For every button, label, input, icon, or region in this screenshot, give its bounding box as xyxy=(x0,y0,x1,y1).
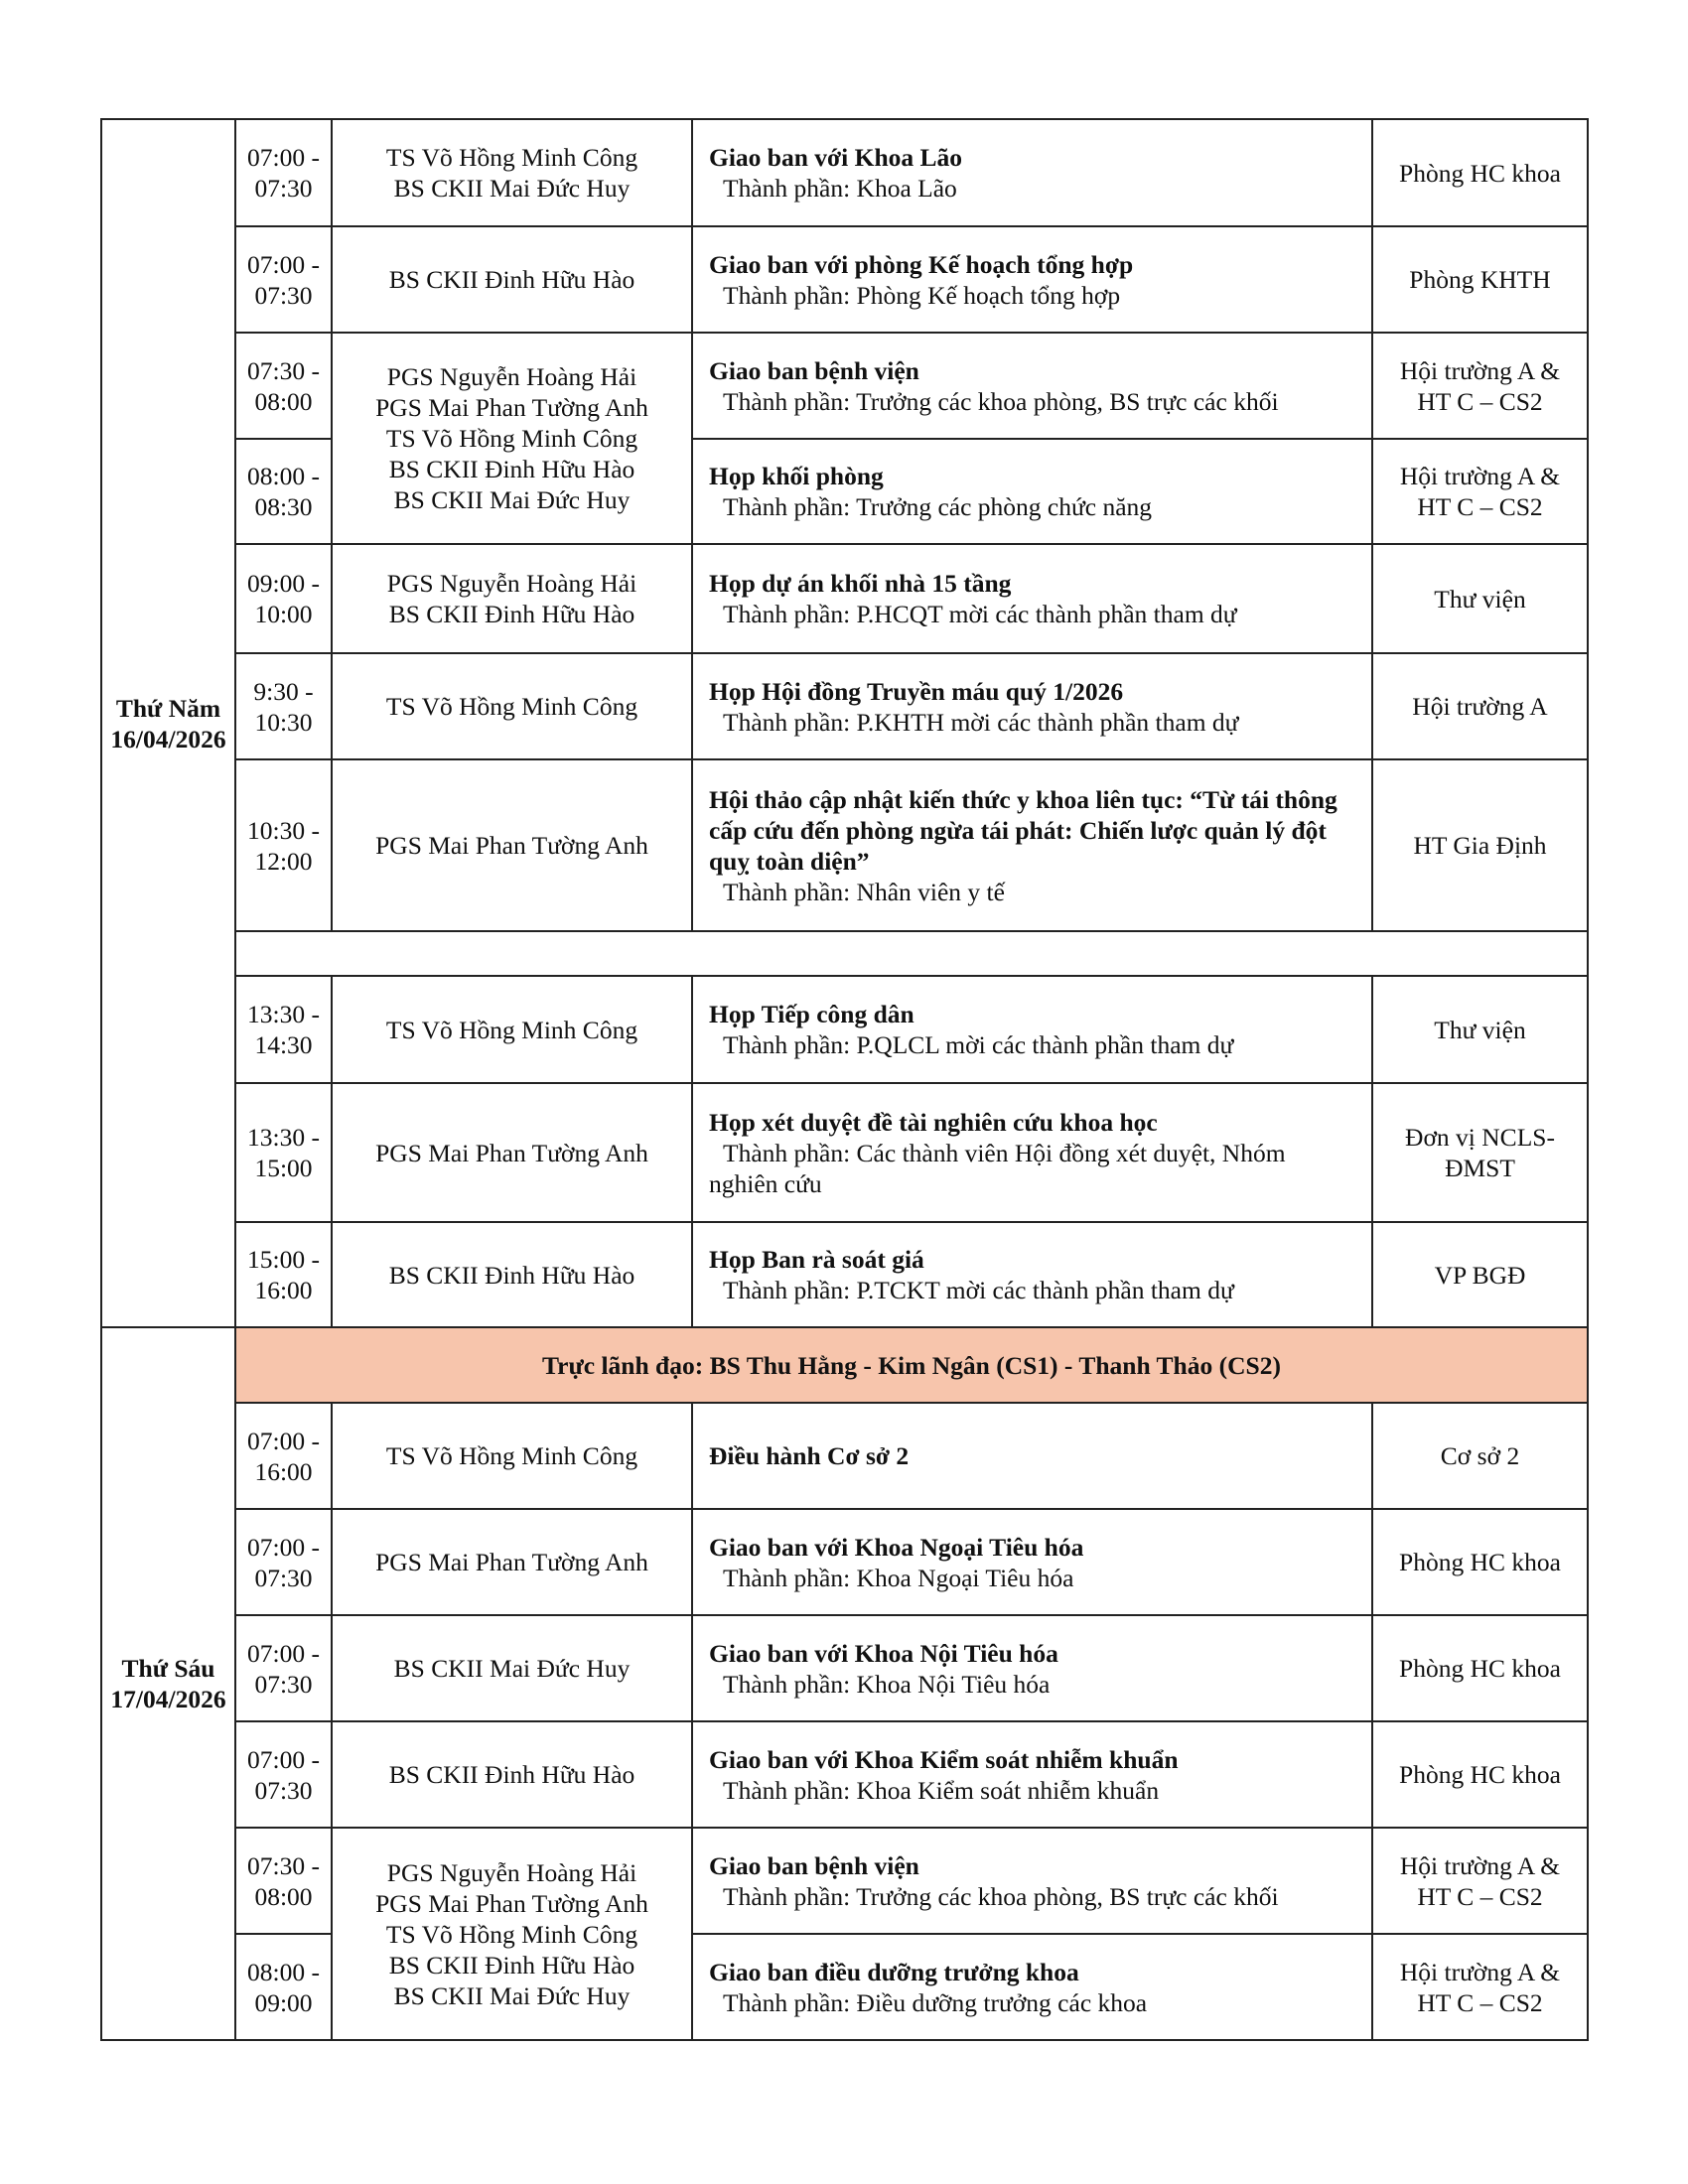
time-range: 08:30 xyxy=(254,492,313,521)
schedule-row xyxy=(101,226,1588,333)
time-range: 14:30 xyxy=(254,1030,313,1059)
time-cell xyxy=(235,226,332,333)
event-participants: Thành phần: Trưởng các phòng chức năng xyxy=(723,492,1153,521)
person-name: BS CKII Mai Đức Huy xyxy=(393,485,631,514)
location-cell xyxy=(1372,333,1588,439)
duty-banner-row xyxy=(101,1327,1588,1403)
time-range: 07:00 - xyxy=(247,1638,320,1668)
event-title: Giao ban bệnh viện xyxy=(709,355,919,385)
person-name: BS CKII Mai Đức Huy xyxy=(393,1980,631,2010)
person-name: BS CKII Đinh Hữu Hào xyxy=(388,1760,635,1789)
location-text: Hội trường A & xyxy=(1399,1850,1561,1880)
schedule-row xyxy=(101,1615,1588,1721)
event-participants: Thành phần: P.QLCL mời các thành phần tham dự xyxy=(723,1030,1234,1059)
event-title: Điều hành Cơ sở 2 xyxy=(709,1441,910,1470)
event-cell xyxy=(692,1615,1372,1721)
time-range: 15:00 - xyxy=(247,1245,320,1274)
event-participants: Thành phần: Khoa Nội Tiêu hóa xyxy=(723,1669,1051,1699)
event-cell xyxy=(692,1721,1372,1828)
time-cell xyxy=(235,1403,332,1509)
time-range: 08:00 xyxy=(254,386,313,416)
schedule-row xyxy=(101,1083,1588,1222)
time-range: 12:00 xyxy=(254,846,313,876)
time-range: 10:00 xyxy=(254,600,313,628)
time-range: 10:30 - xyxy=(247,815,320,845)
event-title: Giao ban với phòng Kế hoạch tổng hợp xyxy=(709,249,1134,279)
person-name: PGS Nguyễn Hoàng Hải xyxy=(386,1857,637,1887)
location-text: HT C – CS2 xyxy=(1417,386,1543,416)
person-name: BS CKII Đinh Hữu Hào xyxy=(388,265,635,294)
person-cell xyxy=(332,1828,692,2040)
time-cell xyxy=(235,544,332,653)
time-range: 07:30 xyxy=(254,1563,313,1592)
schedule-row xyxy=(101,333,1588,439)
time-cell xyxy=(235,1934,332,2040)
person-name: PGS Nguyễn Hoàng Hải xyxy=(386,569,637,598)
location-cell xyxy=(1372,1615,1588,1721)
event-cell xyxy=(692,1509,1372,1615)
event-title: Họp khối phòng xyxy=(709,462,884,490)
location-cell xyxy=(1372,1222,1588,1327)
event-title: Giao ban điều dưỡng trưởng khoa xyxy=(709,1957,1079,1986)
person-name: BS CKII Đinh Hữu Hào xyxy=(388,1260,635,1290)
day-date: 17/04/2026 xyxy=(110,1685,226,1713)
person-cell xyxy=(332,1403,692,1509)
event-participants: Thành phần: P.KHTH mời các thành phần tham dự xyxy=(723,707,1239,737)
schedule-row xyxy=(101,119,1588,226)
time-range: 07:00 - xyxy=(247,1426,320,1455)
location-cell xyxy=(1372,1509,1588,1615)
time-range: 07:30 xyxy=(254,280,313,310)
time-range: 07:30 xyxy=(254,1669,313,1699)
time-cell xyxy=(235,1222,332,1327)
person-cell xyxy=(332,544,692,653)
time-range: 07:30 - xyxy=(247,355,320,385)
day-date: 16/04/2026 xyxy=(110,724,226,753)
time-range: 09:00 - xyxy=(247,569,320,598)
time-range: 13:30 - xyxy=(247,1123,320,1152)
person-cell xyxy=(332,119,692,226)
event-participants: Thành phần: Các thành viên Hội đồng xét duyệt, Nhóm nghiên cứu xyxy=(709,1138,1286,1198)
time-range: 07:00 - xyxy=(247,249,320,279)
person-name: TS Võ Hồng Minh Công xyxy=(385,1441,638,1470)
event-participants: Thành phần: Trưởng các khoa phòng, BS trực các khối xyxy=(723,1881,1279,1911)
time-range: 07:30 xyxy=(254,1775,313,1805)
person-name: TS Võ Hồng Minh Công xyxy=(385,1015,638,1044)
time-range: 08:00 - xyxy=(247,462,320,490)
event-title: Giao ban với Khoa Ngoại Tiêu hóa xyxy=(709,1532,1084,1562)
location-cell xyxy=(1372,759,1588,931)
location-text: Hội trường A & xyxy=(1399,355,1561,385)
time-cell xyxy=(235,1721,332,1828)
time-range: 15:00 xyxy=(254,1154,313,1182)
location-text: HT C – CS2 xyxy=(1417,1881,1543,1911)
location-cell xyxy=(1372,544,1588,653)
event-participants: Thành phần: Khoa Kiểm soát nhiễm khuẩn xyxy=(723,1775,1160,1805)
event-cell xyxy=(692,976,1372,1083)
event-cell xyxy=(692,226,1372,333)
event-cell xyxy=(692,1222,1372,1327)
person-cell xyxy=(332,1222,692,1327)
event-cell xyxy=(692,1403,1372,1509)
day-cell-thursday xyxy=(101,119,235,1327)
location-text: Đơn vị NCLS- xyxy=(1405,1123,1555,1152)
schedule-row xyxy=(101,1828,1588,1934)
time-range: 07:30 xyxy=(254,174,313,203)
location-text: Hội trường A & xyxy=(1399,462,1561,490)
event-title: Giao ban với Khoa Kiểm soát nhiễm khuẩn xyxy=(709,1744,1179,1774)
event-participants: Thành phần: P.HCQT mời các thành phần tham dự xyxy=(723,600,1237,628)
person-cell xyxy=(332,653,692,759)
person-name: TS Võ Hồng Minh Công xyxy=(385,692,638,721)
event-title: Hội thảo cập nhật kiến thức y khoa liên tục: “Từ tái thông cấp cứu đến phòng ngừa tái phát: Chiến lược quản lý đột quỵ toàn diện” xyxy=(709,784,1337,876)
location-text: ĐMST xyxy=(1445,1154,1515,1182)
person-name: TS Võ Hồng Minh Công xyxy=(385,143,638,172)
schedule-row xyxy=(101,439,1588,544)
event-cell xyxy=(692,759,1372,931)
event-participants: Thành phần: Khoa Lão xyxy=(723,174,957,203)
day-name: Thứ Sáu xyxy=(121,1654,215,1683)
break-cell xyxy=(235,931,1588,976)
time-range: 07:30 - xyxy=(247,1850,320,1880)
person-cell xyxy=(332,1083,692,1222)
schedule-row xyxy=(101,653,1588,759)
person-name: TS Võ Hồng Minh Công xyxy=(385,1919,638,1949)
person-name: PGS Mai Phan Tường Anh xyxy=(375,1138,648,1167)
time-range: 10:30 xyxy=(254,707,313,737)
location-cell xyxy=(1372,1721,1588,1828)
location-cell xyxy=(1372,1934,1588,2040)
event-title: Họp dự án khối nhà 15 tầng xyxy=(709,569,1012,598)
time-range: 07:00 - xyxy=(247,1744,320,1774)
duty-banner: Trực lãnh đạo: BS Thu Hằng - Kim Ngân (CS1) - Thanh Thảo (CS2) xyxy=(235,1327,1588,1403)
time-range: 07:00 - xyxy=(247,143,320,172)
time-cell xyxy=(235,1083,332,1222)
location-text: Phòng HC khoa xyxy=(1399,1760,1561,1789)
person-name: BS CKII Mai Đức Huy xyxy=(393,1654,631,1683)
event-cell xyxy=(692,1934,1372,2040)
person-name: BS CKII Đinh Hữu Hào xyxy=(388,455,635,483)
person-name: BS CKII Đinh Hữu Hào xyxy=(388,600,635,628)
location-text: Thư viện xyxy=(1434,1015,1526,1044)
person-name: BS CKII Đinh Hữu Hào xyxy=(388,1950,635,1979)
location-cell xyxy=(1372,119,1588,226)
person-cell xyxy=(332,1509,692,1615)
time-cell xyxy=(235,759,332,931)
location-text: Phòng KHTH xyxy=(1409,265,1551,294)
person-name: PGS Mai Phan Tường Anh xyxy=(375,393,648,422)
schedule-row xyxy=(101,1509,1588,1615)
location-text: Hội trường A xyxy=(1412,692,1548,721)
location-text: Hội trường A & xyxy=(1399,1957,1561,1986)
location-text: VP BGĐ xyxy=(1434,1260,1526,1290)
person-name: PGS Mai Phan Tường Anh xyxy=(375,831,648,860)
event-participants: Thành phần: P.TCKT mời các thành phần tham dự xyxy=(723,1276,1234,1304)
event-cell xyxy=(692,119,1372,226)
location-text: Phòng HC khoa xyxy=(1399,1548,1561,1576)
event-title: Họp Ban rà soát giá xyxy=(709,1245,924,1274)
location-cell xyxy=(1372,1083,1588,1222)
schedule-row xyxy=(101,976,1588,1083)
event-title: Họp xét duyệt đề tài nghiên cứu khoa học xyxy=(709,1107,1158,1137)
location-text: Thư viện xyxy=(1434,584,1526,614)
location-text: Phòng HC khoa xyxy=(1399,1654,1561,1683)
time-range: 08:00 xyxy=(254,1881,313,1911)
schedule-row xyxy=(101,1934,1588,2040)
event-cell xyxy=(692,653,1372,759)
time-range: 09:00 xyxy=(254,1987,313,2017)
person-cell xyxy=(332,759,692,931)
event-participants: Thành phần: Điều dưỡng trưởng các khoa xyxy=(723,1987,1148,2017)
time-range: 08:00 - xyxy=(247,1957,320,1986)
person-cell xyxy=(332,226,692,333)
location-cell xyxy=(1372,1828,1588,1934)
time-cell xyxy=(235,439,332,544)
location-text: Phòng HC khoa xyxy=(1399,158,1561,188)
time-range: 07:00 - xyxy=(247,1532,320,1562)
location-text: Cơ sở 2 xyxy=(1440,1441,1520,1470)
time-cell xyxy=(235,976,332,1083)
event-title: Giao ban với Khoa Lão xyxy=(709,143,963,172)
time-cell xyxy=(235,333,332,439)
event-participants: Thành phần: Nhân viên y tế xyxy=(723,877,1005,906)
location-text: HT Gia Định xyxy=(1413,831,1547,860)
schedule-row xyxy=(101,759,1588,931)
time-cell xyxy=(235,653,332,759)
schedule-body xyxy=(101,119,1588,2040)
schedule-row xyxy=(101,1721,1588,1828)
location-cell xyxy=(1372,439,1588,544)
schedule-table xyxy=(100,118,1589,2041)
location-cell xyxy=(1372,226,1588,333)
time-cell xyxy=(235,119,332,226)
person-name: PGS Mai Phan Tường Anh xyxy=(375,1888,648,1918)
person-name: PGS Nguyễn Hoàng Hải xyxy=(386,362,637,391)
person-cell xyxy=(332,1721,692,1828)
event-title: Họp Hội đồng Truyền máu quý 1/2026 xyxy=(709,676,1124,706)
event-title: Giao ban với Khoa Nội Tiêu hóa xyxy=(709,1638,1058,1668)
event-participants: Thành phần: Trưởng các khoa phòng, BS trực các khối xyxy=(723,386,1279,416)
person-cell xyxy=(332,976,692,1083)
event-cell xyxy=(692,1828,1372,1934)
event-cell xyxy=(692,333,1372,439)
event-cell xyxy=(692,439,1372,544)
location-cell xyxy=(1372,1403,1588,1509)
event-cell xyxy=(692,544,1372,653)
event-title: Họp Tiếp công dân xyxy=(709,1000,914,1028)
time-cell xyxy=(235,1828,332,1934)
day-cell-friday xyxy=(101,1327,235,2040)
location-text: HT C – CS2 xyxy=(1417,1987,1543,2017)
lunch-break-row xyxy=(101,931,1588,976)
event-participants: Thành phần: Khoa Ngoại Tiêu hóa xyxy=(723,1563,1074,1592)
time-range: 16:00 xyxy=(254,1276,313,1304)
time-cell xyxy=(235,1509,332,1615)
person-name: TS Võ Hồng Minh Công xyxy=(385,424,638,453)
schedule-row xyxy=(101,1222,1588,1327)
location-cell xyxy=(1372,653,1588,759)
event-cell xyxy=(692,1083,1372,1222)
person-name: PGS Mai Phan Tường Anh xyxy=(375,1548,648,1576)
person-name: BS CKII Mai Đức Huy xyxy=(393,174,631,203)
person-cell xyxy=(332,333,692,544)
location-text: HT C – CS2 xyxy=(1417,492,1543,521)
time-cell xyxy=(235,1615,332,1721)
event-title: Giao ban bệnh viện xyxy=(709,1850,919,1880)
schedule-row xyxy=(101,1403,1588,1509)
schedule-row xyxy=(101,544,1588,653)
person-cell xyxy=(332,1615,692,1721)
time-range: 9:30 - xyxy=(253,676,314,706)
time-range: 16:00 xyxy=(254,1456,313,1486)
day-name: Thứ Năm xyxy=(115,693,221,723)
event-participants: Thành phần: Phòng Kế hoạch tổng hợp xyxy=(723,280,1121,310)
location-cell xyxy=(1372,976,1588,1083)
time-range: 13:30 - xyxy=(247,1000,320,1028)
